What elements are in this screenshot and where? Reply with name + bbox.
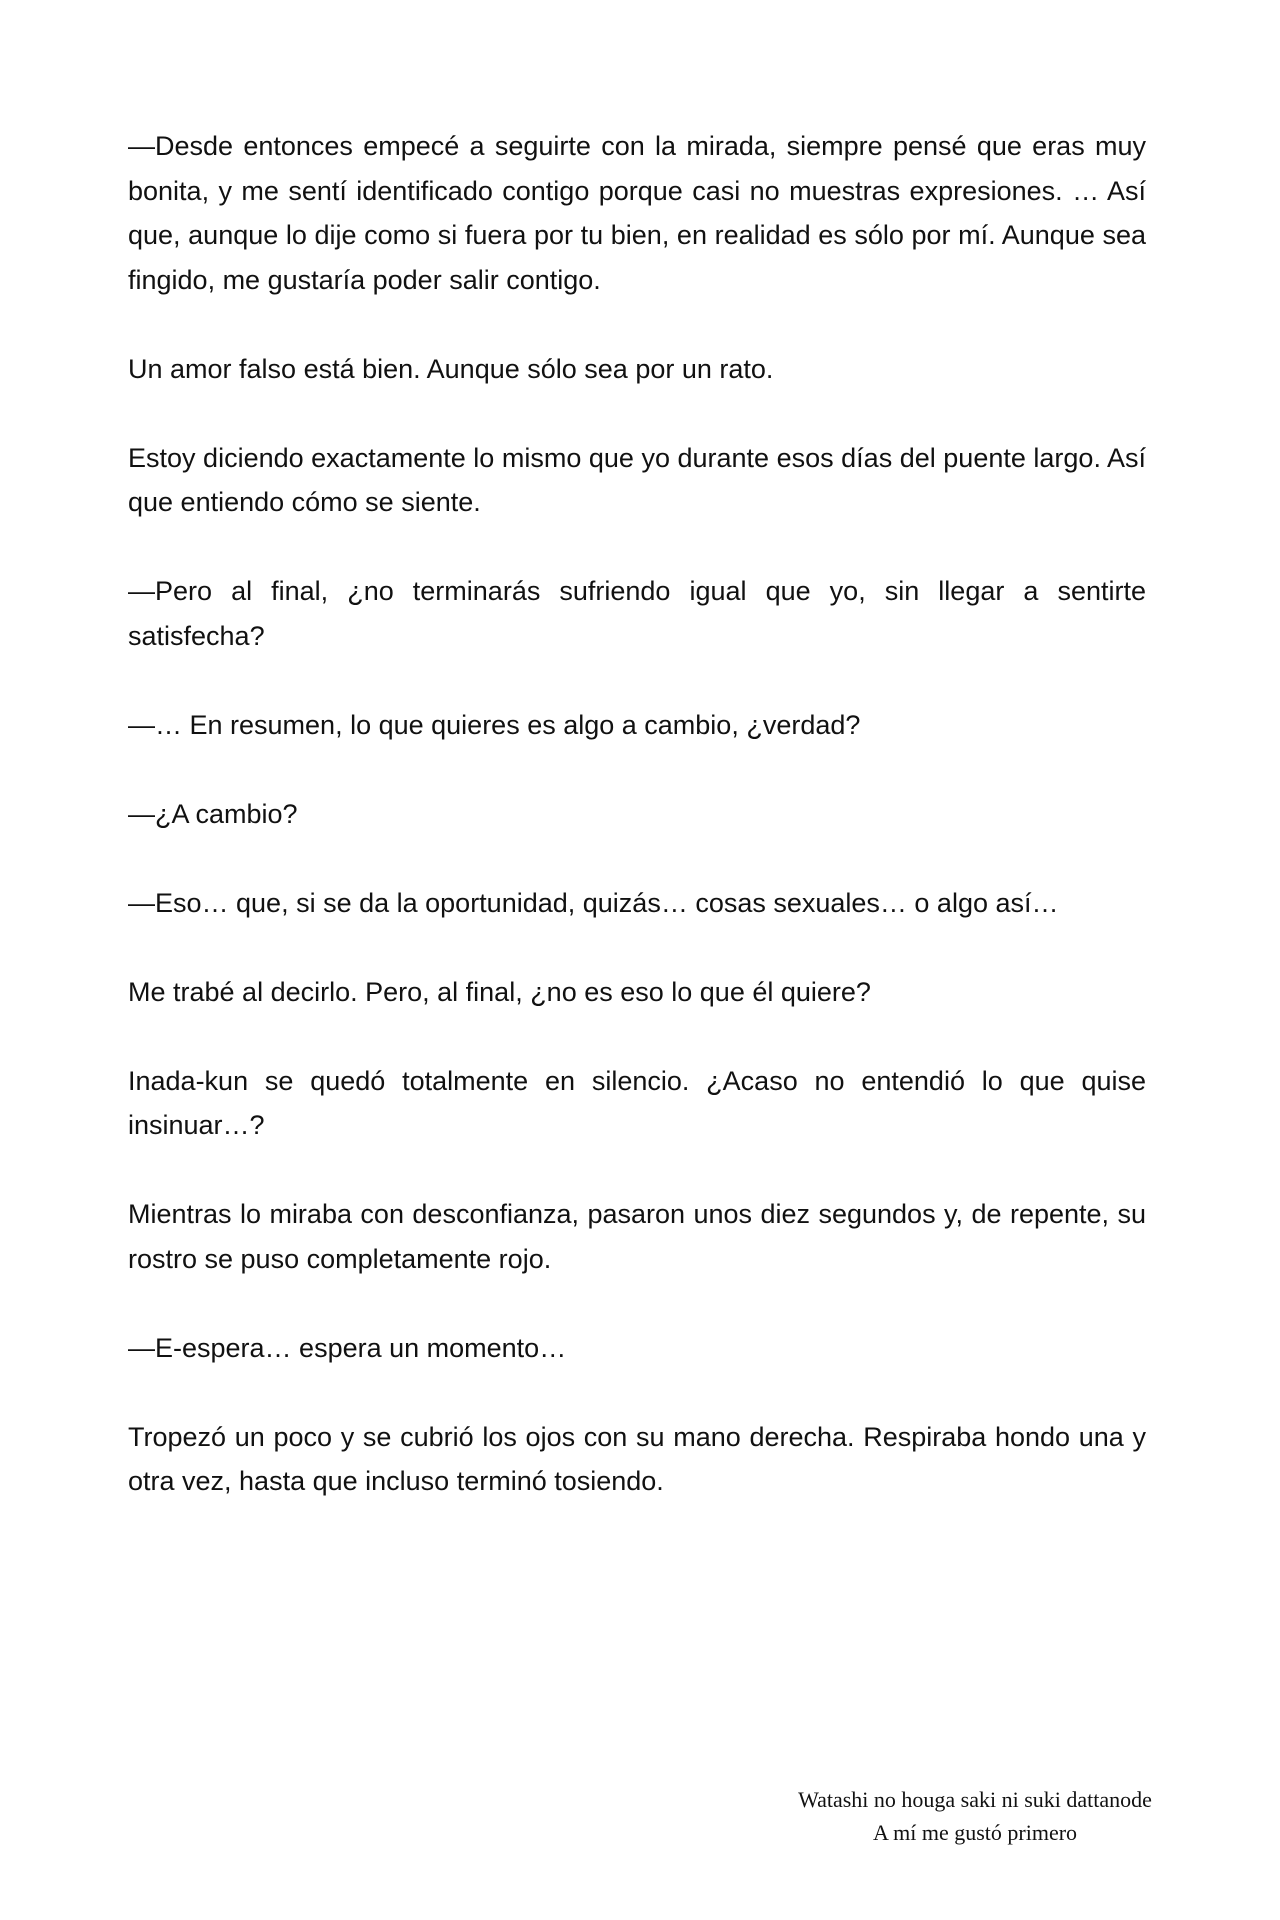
footer-title-spanish: A mí me gustó primero (872, 1820, 1078, 1845)
paragraph: —… En resumen, lo que quieres es algo a cambio, ¿verdad? (128, 709, 861, 740)
page-footer (750, 1783, 1200, 1849)
paragraph: Un amor falso está bien. Aunque sólo sea por un rato. (128, 353, 774, 384)
paragraph: Mientras lo miraba con desconfianza, pasaron unos diez segundos y, de repente, su rostro se puso completamente rojo. (128, 1199, 1146, 1274)
paragraph: Estoy diciendo exactamente lo mismo que yo durante esos días del puente largo. Así que entiendo cómo se siente. (128, 442, 1146, 517)
body-text (128, 124, 1146, 1548)
paragraph: Me trabé al decirlo. Pero, al final, ¿no es eso lo que él quiere? (128, 976, 871, 1007)
footer-title-romaji: Watashi no houga saki ni suki dattanode (798, 1787, 1152, 1812)
paragraph: —Pero al final, ¿no terminarás sufriendo igual que yo, sin llegar a sentirte satisfecha? (128, 576, 1146, 651)
paragraph: —E-espera… espera un momento… (128, 1332, 567, 1363)
paragraph: Tropezó un poco y se cubrió los ojos con su mano derecha. Respiraba hondo una y otra vez, hasta que incluso terminó tosiendo. (128, 1421, 1146, 1496)
paragraph: Inada-kun se quedó totalmente en silencio. ¿Acaso no entendió lo que quise insinuar…? (128, 1065, 1146, 1140)
paragraph: —¿A cambio? (128, 798, 298, 829)
paragraph: —Desde entonces empecé a seguirte con la mirada, siempre pensé que eras muy bonita, y me sentí identificado contigo porque casi no muestras expresiones. … Así que, aunque lo dije como si fuera por tu bien, en realidad es sólo por mí. Aunque sea fingido, me gustaría poder salir contigo. (128, 131, 1146, 295)
paragraph: —Eso… que, si se da la oportunidad, quizás… cosas sexuales… o algo así… (128, 887, 1059, 918)
